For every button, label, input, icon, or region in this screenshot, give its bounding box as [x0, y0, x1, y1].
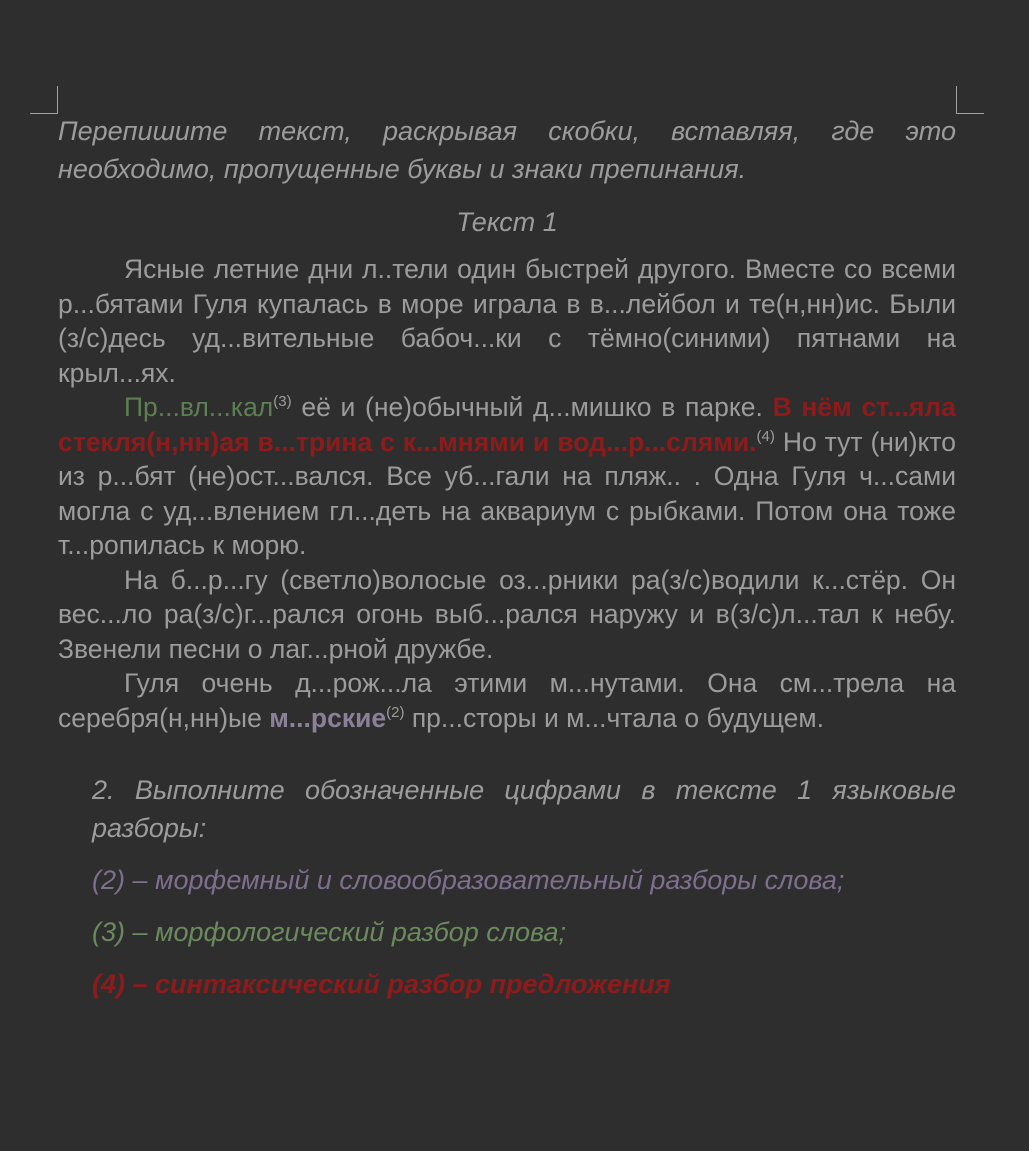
paragraph-4: [58, 666, 956, 735]
page-corner-top-left: [30, 86, 58, 114]
task-2: (2) – морфемный и словообразовательный разборы слова;: [92, 865, 845, 895]
tasks-intro: 2. Выполните обозначенные цифрами в тексте 1 языковые разборы:: [92, 775, 956, 843]
paragraph-2: [58, 390, 956, 563]
page-corner-top-right: [956, 86, 984, 114]
paragraph-2-text-b: Но тут (ни)кто из р...бят (не)ост...вался. Все уб...гали на пляж.. . Одна Гуля ч...сами могла с уд...влением гл...деть на аквариум с рыбками. Потом она тоже т...ропилась к морю.: [58, 426, 956, 560]
highlight-sentence-4: В нём ст...яла стекля(н,нн)ая в...трина с к...мнями и вод...р...слями.: [58, 392, 956, 457]
marker-4: (4): [756, 427, 775, 445]
paragraph-4-text-a: Гуля очень д...рож...ла этими м...нутами. Она см...трела на серебря(н,нн)ые: [58, 668, 956, 733]
highlight-word-2: м...рские: [269, 702, 387, 733]
paragraph-3: На б...р...гу (светло)волосые оз...рники ра(з/с)водили к...стёр. Он вес...ло ра(з/с)г...рался огонь выб...рался наружу и в(з/с)л...тал к небу. Звенели песни о лаг...рной дружбе.: [58, 564, 956, 664]
paragraph-2-text-a: её и (не)обычный д...мишко в парке.: [291, 392, 773, 422]
task-instruction: Перепишите текст, раскрывая скобки, вставляя, где это необходимо, пропущенные буквы и знаки препинания.: [58, 116, 956, 184]
document-page: [58, 112, 956, 1017]
text-body: [58, 252, 956, 735]
paragraph-1: Ясные летние дни л..тели один быстрей другого. Вместе со всеми р...бятами Гуля купалась в море играла в в...лейбол и те(н,нн)ис. Были (з/с)десь уд...вительные бабоч...ки с тёмно(синими) пятнами на крыл...ях.: [58, 254, 956, 388]
paragraph-4-text-b: пр...сторы и м...чтала о будущем.: [404, 702, 825, 733]
highlight-word-3: Пр...вл...кал: [124, 392, 274, 422]
marker-2: (2): [386, 703, 405, 721]
analysis-tasks: [58, 771, 956, 1003]
task-4: (4) – синтаксический разбор предложения: [92, 969, 671, 999]
task-3: (3) – морфологический разбор слова;: [92, 917, 567, 947]
text-title: Текст 1: [456, 207, 558, 237]
marker-3: (3): [273, 393, 292, 411]
